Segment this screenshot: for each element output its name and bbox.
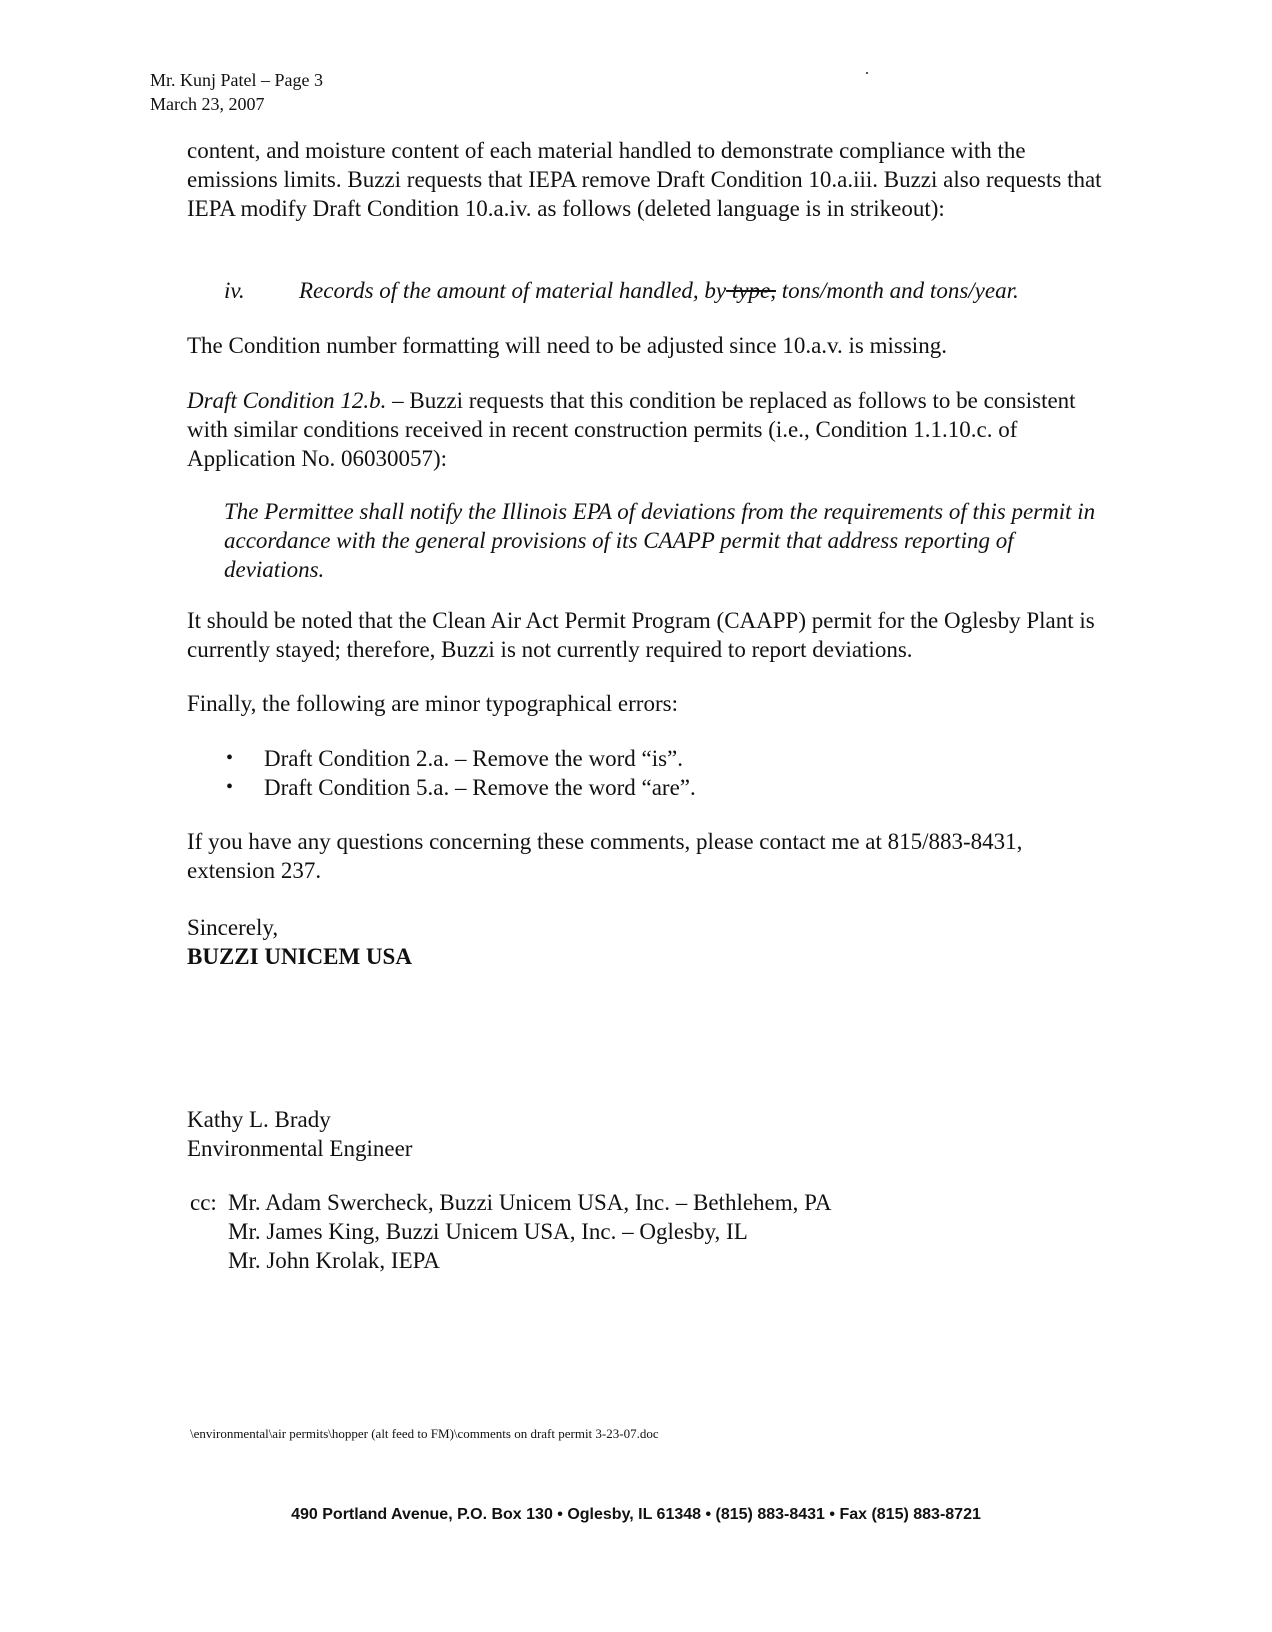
replacement-condition-quote [224,497,1104,584]
closing-block [187,913,1107,971]
bullet-item-1: Draft Condition 2.a. – Remove the word “is”. [264,746,684,771]
paragraph-formatting-note [187,331,1107,360]
bullet-marker-2: • [226,776,234,798]
paragraph-condition-12b [187,386,1107,473]
header-recipient-page: Mr. Kunj Patel – Page 3 [150,70,323,90]
paragraph-formatting-text: The Condition number formatting will need to be adjusted since 10.a.v. is missing. [187,333,947,358]
paragraph-typo-intro-text: Finally, the following are minor typographical errors: [187,691,678,716]
paragraph-contact [187,827,1107,885]
scan-speck [866,72,868,74]
bullet-marker-1: • [226,747,234,769]
paragraph-caapp-text: It should be noted that the Clean Air Act Permit Program (CAAPP) permit for the Oglesby Plant is currently stayed; therefore, Buzzi is not currently required to report deviations. [187,608,1095,662]
cc-label: cc: [190,1190,217,1215]
condition-iv-text [299,276,1119,305]
paragraph-intro [187,136,1107,223]
cc-recipient-3: Mr. John Krolak, IEPA [228,1248,440,1273]
signer-name: Kathy L. Brady [187,1107,331,1132]
cc-recipient-2: Mr. James King, Buzzi Unicem USA, Inc. – Oglesby, IL [228,1219,748,1244]
condition-iv-text-before: Records of the amount of material handled, by [299,278,727,303]
header-date: March 23, 2007 [150,94,265,114]
condition-12b-rest: – Buzzi requests that this condition be replaced as follows to be consistent with similar conditions received in recent construction permits (i.e., Condition 1.1.10.c. of Application No. 06030057): [187,388,1076,471]
paragraph-typo-intro [187,689,1107,718]
letterhead-footer: 490 Portland Avenue, P.O. Box 130 • Oglesby, IL 61348 • (815) 883-8431 • Fax (815) 883-8721 [291,1506,981,1523]
page-header [150,68,323,116]
paragraph-contact-text: If you have any questions concerning these comments, please contact me at 815/883-8431, extension 237. [187,829,1023,883]
bullet-item-2: Draft Condition 5.a. – Remove the word “are”. [264,775,696,800]
salutation: Sincerely, [187,915,279,940]
condition-iv-text-after: tons/month and tons/year. [775,278,1019,303]
condition-12b-lead: Draft Condition 12.b. [187,388,387,413]
company-name: BUZZI UNICEM USA [187,944,412,969]
paragraph-caapp-note [187,606,1107,664]
paragraph-intro-text: content, and moisture content of each material handled to demonstrate compliance with the emissions limits. Buzzi requests that IEPA remove Draft Condition 10.a.iii. Buzzi also requests that IEPA modify Draft Condition 10.a.iv. as follows (deleted language is in strikeout): [187,138,1102,221]
signer-title: Environmental Engineer [187,1136,413,1161]
replacement-condition-text: The Permittee shall notify the Illinois EPA of deviations from the requirements of this permit in accordance with the general provisions of its CAAPP permit that address reporting of deviations. [224,499,1096,582]
signer-block [187,1105,1107,1163]
cc-recipient-1: Mr. Adam Swercheck, Buzzi Unicem USA, Inc. – Bethlehem, PA [228,1190,832,1215]
paragraph-condition-12b-text [187,386,1107,473]
condition-iv-number: iv. [224,278,245,303]
document-file-path: \environmental\air permits\hopper (alt feed to FM)\comments on draft permit 3-23-07.doc [190,1426,659,1441]
condition-iv-struck-text: type, [726,278,776,303]
